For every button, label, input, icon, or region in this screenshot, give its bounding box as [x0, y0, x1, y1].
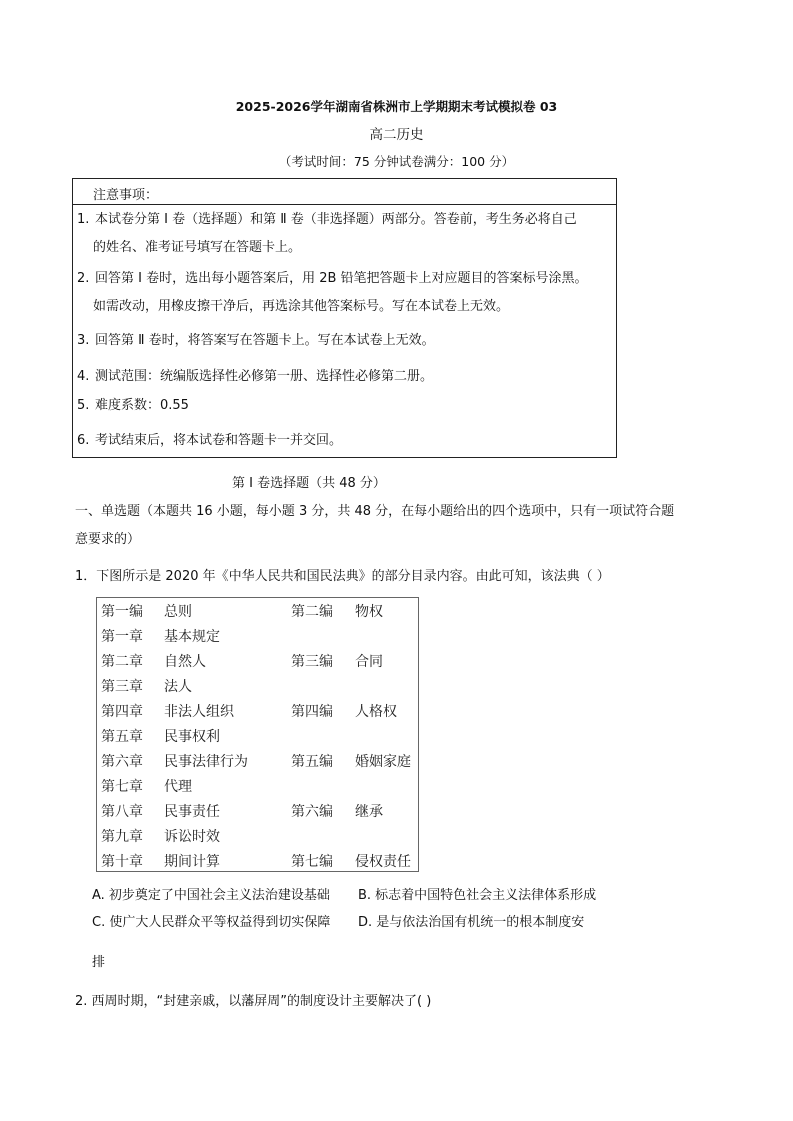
- toc-row: [97, 749, 418, 774]
- toc-row: [97, 699, 418, 724]
- toc-title: 民事责任: [164, 804, 220, 820]
- toc-book-title: 物权: [355, 604, 383, 620]
- toc-book: 第七编: [291, 854, 333, 870]
- notice-item-line: 回答第 Ⅰ 卷时，选出每小题答案后，用 2B 铅笔把答题卡上对应题目的答案标号涂黑。: [95, 271, 588, 286]
- toc-part-or-chapter: 第七章: [101, 779, 143, 795]
- notice-item-number: 1.: [77, 212, 90, 227]
- toc-row: [97, 774, 418, 799]
- notice-item-line: 如需改动，用橡皮擦干净后，再选涂其他答案标号。写在本试卷上无效。: [93, 299, 510, 314]
- toc-book-title: 继承: [355, 804, 383, 820]
- toc-title: 自然人: [164, 654, 206, 670]
- notice-item-line: 的姓名、准考证号填写在答题卡上。: [93, 240, 302, 255]
- toc-row: [97, 599, 418, 624]
- toc-book: 第六编: [291, 804, 333, 820]
- toc-title: 法人: [164, 679, 192, 695]
- toc-title: 期间计算: [164, 854, 220, 870]
- option-b[interactable]: B. 标志着中国特色社会主义法律体系形成: [358, 888, 597, 903]
- toc-book: 第四编: [291, 704, 333, 720]
- toc-part-or-chapter: 第九章: [101, 829, 143, 845]
- toc-title: 民事法律行为: [164, 754, 248, 770]
- notice-item-line: 回答第 Ⅱ 卷时，将答案写在答题卡上。写在本试卷上无效。: [95, 333, 435, 348]
- toc-part-or-chapter: 第十章: [101, 854, 143, 870]
- section-intro-line: 一、单选题（本题共 16 小题，每小题 3 分，共 48 分，在每小题给出的四个选项中，只有一项试符合题: [75, 504, 675, 519]
- toc-title: 代理: [164, 779, 192, 795]
- notice-item-number: 4.: [77, 369, 90, 384]
- toc-row: [97, 649, 418, 674]
- toc-part-or-chapter: 第三章: [101, 679, 143, 695]
- toc-row: [97, 674, 418, 699]
- toc-title: 民事权利: [164, 729, 220, 745]
- notice-heading: 注意事项：: [93, 188, 159, 203]
- notice-item-line: 难度系数：0.55: [95, 398, 189, 413]
- toc-part-or-chapter: 第一章: [101, 629, 143, 645]
- notice-item-6: [77, 427, 617, 455]
- toc-row: [97, 724, 418, 749]
- question-2-stem: 2. 西周时期，“封建亲戚，以藩屏周”的制度设计主要解决了( ): [75, 994, 432, 1009]
- toc-book-title: 人格权: [355, 704, 397, 720]
- toc-book: 第二编: [291, 604, 333, 620]
- exam-subject: 高二历史: [369, 127, 424, 143]
- option-c[interactable]: C. 使广大人民群众平等权益得到切实保障: [92, 915, 331, 930]
- toc-title: 基本规定: [164, 629, 220, 645]
- toc-book-title: 侵权责任: [355, 854, 411, 870]
- notice-item-number: 5.: [77, 398, 90, 413]
- option-a[interactable]: A. 初步奠定了中国社会主义法治建设基础: [92, 888, 330, 903]
- notice-divider: [73, 204, 616, 205]
- section-intro: [75, 500, 715, 552]
- toc-part-or-chapter: 第二章: [101, 654, 143, 670]
- option-d-continuation: 排: [92, 955, 106, 970]
- toc-row: [97, 849, 418, 874]
- civil-code-toc-figure: [96, 597, 419, 872]
- toc-book: 第五编: [291, 754, 333, 770]
- option-d[interactable]: D. 是与依法治国有机统一的根本制度安: [358, 915, 585, 930]
- notice-item-5: [77, 392, 617, 420]
- toc-part-or-chapter: 第八章: [101, 804, 143, 820]
- toc-part-or-chapter: 第一编: [101, 604, 143, 620]
- toc-row: [97, 824, 418, 849]
- notice-item-1: [77, 206, 617, 262]
- notice-item-line: 测试范围：统编版选择性必修第一册、选择性必修第二册。: [95, 369, 434, 384]
- notice-item-4: [77, 363, 617, 391]
- toc-part-or-chapter: 第五章: [101, 729, 143, 745]
- toc-book-title: 合同: [355, 654, 383, 670]
- toc-title: 总则: [164, 604, 192, 620]
- exam-info: （考试时间：75 分钟试卷满分：100 分）: [278, 154, 515, 169]
- toc-part-or-chapter: 第四章: [101, 704, 143, 720]
- notice-item-line: 本试卷分第 Ⅰ 卷（选择题）和第 Ⅱ 卷（非选择题）两部分。答卷前，考生务必将自己: [95, 212, 577, 227]
- toc-part-or-chapter: 第六章: [101, 754, 143, 770]
- section-intro-line: 意要求的）: [75, 532, 141, 547]
- exam-title: 2025-2026学年湖南省株洲市上学期期末考试模拟卷 03: [235, 99, 558, 114]
- notice-box: [72, 178, 617, 458]
- toc-title: 诉讼时效: [164, 829, 220, 845]
- toc-book: 第三编: [291, 654, 333, 670]
- notice-item-number: 2.: [77, 271, 90, 286]
- notice-item-line: 考试结束后，将本试卷和答题卡一并交回。: [95, 433, 343, 448]
- toc-title: 非法人组织: [164, 704, 234, 720]
- notice-item-number: 6.: [77, 433, 90, 448]
- notice-item-3: [77, 327, 617, 355]
- section-title: 第 Ⅰ 卷选择题（共 48 分）: [232, 476, 386, 491]
- toc-row: [97, 624, 418, 649]
- notice-item-number: 3.: [77, 333, 90, 348]
- notice-item-2: [77, 265, 617, 321]
- toc-row: [97, 799, 418, 824]
- question-1-stem: 1．下图所示是 2020 年《中华人民共和国民法典》的部分目录内容。由此可知，该法典（ ）: [75, 569, 610, 584]
- toc-book-title: 婚姻家庭: [355, 754, 411, 770]
